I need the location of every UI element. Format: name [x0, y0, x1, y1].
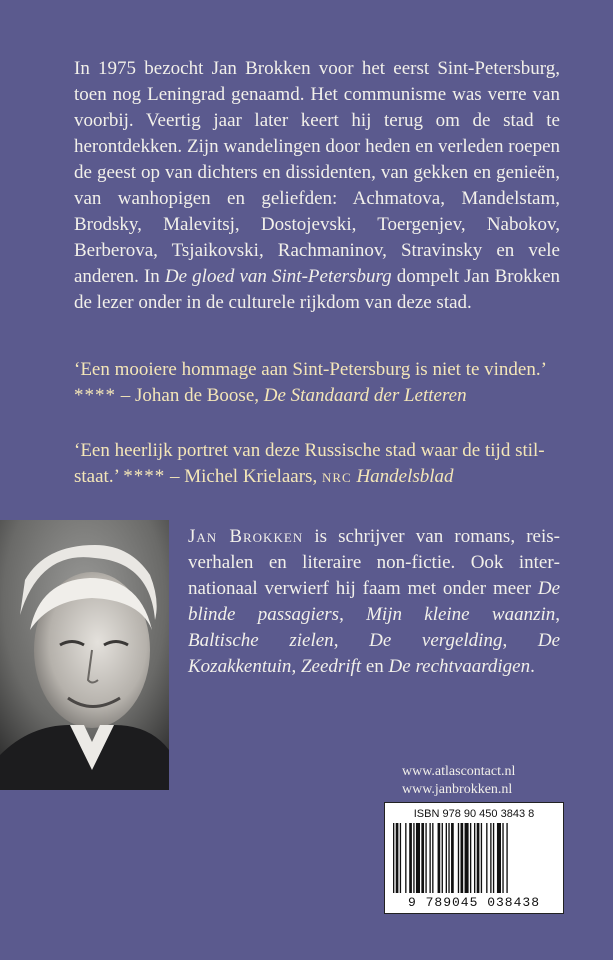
- book-title: De blinde passagiers: [188, 578, 560, 625]
- barcode-bar: [438, 823, 441, 893]
- website-links: [402, 763, 562, 799]
- book-title: Baltische zielen: [188, 630, 334, 651]
- quote-author: Michel Krielaars,: [184, 466, 322, 487]
- quote-author: Johan de Boose,: [135, 385, 264, 406]
- barcode-bar: [400, 823, 401, 893]
- barcode-bar: [470, 823, 471, 893]
- book-title: De Kozakkentuin: [188, 630, 561, 677]
- barcode-bar: [421, 823, 424, 893]
- isbn-label: ISBN 978 90 450 3843 8: [413, 808, 535, 820]
- book-title: De gloed van Sint-Petersburg: [164, 266, 392, 287]
- quote-publication: Handelsblad: [356, 466, 454, 487]
- barcode-bar: [432, 823, 433, 893]
- barcode-bar: [413, 823, 414, 893]
- bio-end: .: [530, 656, 535, 677]
- quote-publication: De Standaard der Letteren: [263, 385, 467, 406]
- rating-stars: ****: [123, 466, 166, 487]
- barcode-bar: [497, 823, 501, 893]
- book-title: De rechtvaardigen: [388, 656, 531, 677]
- barcode-bar: [477, 823, 480, 893]
- barcode-icon: [391, 823, 557, 893]
- barcode-bar: [465, 823, 469, 893]
- barcode-bar: [393, 823, 394, 893]
- separator: ,: [555, 604, 560, 625]
- separator: ,: [339, 604, 367, 625]
- barcode-bar: [502, 823, 503, 893]
- book-title: Zeedrift: [300, 656, 362, 677]
- review-quote-1: [74, 357, 564, 409]
- quote-text: ‘Een heerlijk portret van deze Russische stad waar de tijd stilstaat.’: [74, 440, 545, 487]
- author-photo: [0, 520, 169, 790]
- barcode-bar: [409, 823, 412, 893]
- publisher-url[interactable]: www.atlascontact.nl: [402, 764, 516, 779]
- barcode-bar: [493, 823, 494, 893]
- isbn-barcode: [384, 802, 564, 914]
- barcode-bar: [451, 823, 454, 893]
- barcode-bar: [474, 823, 475, 893]
- separator: ,: [291, 656, 301, 677]
- isbn-digits: 9 789045 038438: [407, 895, 541, 910]
- separator: ,: [502, 630, 538, 651]
- blurb-text-1: In 1975 bezocht Jan Brokken voor het eerst Sint-Petersburg, toen nog Leningrad genaamd. Het communisme was verre van voorbij. Veertig jaar later keert hij terug om de stad te herontdekken. Zijn wandelingen door heden en verleden roepen de geest op van dichters en dissidenten, van gekken en genieën, van wanhopigen en geliefden: Achmatova, Mandelstam, Brodsky, Malevitsj, Dostojevski, Toergenjev, Nabokov, Berberova, Tsjaikovski, Rachmaninov, Stravinsky en vele anderen. In: [74, 58, 560, 287]
- barcode-bar: [448, 823, 449, 893]
- barcode-bar: [446, 823, 447, 893]
- barcode-bar: [506, 823, 507, 893]
- author-bio: [188, 524, 560, 680]
- book-title: Mijn kleine waanzin: [366, 604, 556, 625]
- barcode-bar: [490, 823, 491, 893]
- review-quote-2: [74, 438, 564, 490]
- book-title: De vergelding: [369, 630, 503, 651]
- rating-stars: ****: [74, 385, 116, 406]
- barcode-bar: [486, 823, 487, 893]
- barcode-bar: [416, 823, 420, 893]
- blurb-text-2: dompelt Jan Brokken de lezer onder in de culturele rijkdom van deze stad.: [74, 266, 560, 313]
- quote-dash: –: [116, 385, 135, 406]
- barcode-bar: [458, 823, 459, 893]
- bio-text: is schrijver van romans, reisverhalen en literaire non-fictie. Ook internationaal verwierf hij faam met onder meer: [188, 526, 560, 599]
- quote-dash: –: [165, 466, 185, 487]
- barcode-bar: [425, 823, 426, 893]
- barcode-bar: [396, 823, 399, 893]
- barcode-bar: [461, 823, 464, 893]
- quote-publication-prefix: nrc: [321, 466, 352, 487]
- barcode-bar: [481, 823, 482, 893]
- author-url[interactable]: www.janbrokken.nl: [402, 782, 513, 797]
- barcode-bar: [405, 823, 406, 893]
- separator: en: [361, 656, 389, 677]
- blurb-paragraph: [74, 56, 560, 316]
- barcode-bar: [429, 823, 430, 893]
- author-name: Jan Brokken: [188, 526, 304, 547]
- barcode-bar: [442, 823, 443, 893]
- quote-text: ‘Een mooiere hommage aan Sint-Petersburg is niet te vinden.’: [74, 359, 547, 380]
- separator: ,: [333, 630, 370, 651]
